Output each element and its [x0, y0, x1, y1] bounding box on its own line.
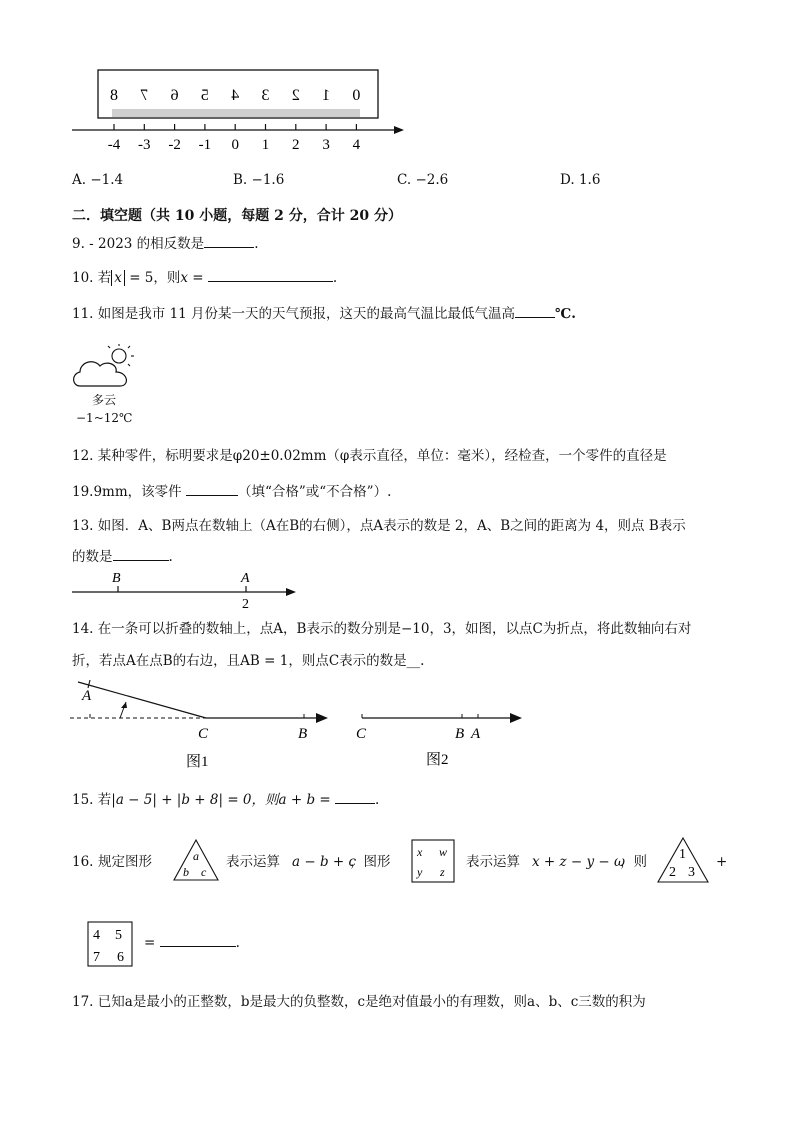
q15-answer-blank[interactable]	[335, 803, 375, 804]
q14-fig1-axis-arrow	[316, 713, 328, 723]
q12-number: 12.	[72, 448, 94, 464]
section-title: 二．填空题（共 10 小题，每题 2 分，合计 20 分）	[72, 208, 402, 224]
q8-option[interactable]	[560, 174, 600, 188]
sq-num-6: 6	[117, 950, 124, 965]
q16-op1: a − b + c	[292, 854, 357, 870]
q16-triangle-numbers	[656, 836, 710, 884]
number-line-label: 0	[231, 137, 239, 153]
q8-option-letter: A.	[72, 172, 91, 188]
sq-letter-x: x	[417, 845, 423, 859]
q14-fig1-tick-a	[88, 680, 90, 688]
q14-figure-2	[352, 700, 532, 770]
ruler-digit: 5	[200, 87, 209, 104]
question-17	[72, 996, 646, 1010]
q9-end: .	[254, 236, 259, 252]
q13-label-a: A	[241, 571, 250, 586]
ruler-shaded-strip	[112, 109, 360, 117]
q11-answer-blank[interactable]	[515, 317, 555, 318]
q10-end: .	[332, 270, 338, 286]
q14-figure-1	[66, 672, 346, 772]
q16-text-5: ，则	[620, 854, 647, 870]
question-12-line2	[72, 486, 391, 500]
weather-label: 多云	[92, 393, 117, 407]
number-line-label: -2	[168, 137, 181, 153]
q13-axis-arrow	[286, 588, 296, 596]
q14-fig2-caption: 图2	[426, 752, 449, 768]
q16-line2	[144, 937, 240, 951]
q8-option-letter: B.	[233, 172, 252, 188]
q14-fig2-label-b: B	[455, 726, 465, 742]
q10-eq: =	[188, 270, 208, 286]
question-9	[72, 238, 258, 252]
number-line-label: -4	[107, 137, 121, 153]
q16-op2: x + z − y − ω	[532, 854, 626, 870]
q14-fig1-label-a: A	[82, 688, 92, 704]
q8-option[interactable]	[233, 174, 284, 188]
question-15	[72, 794, 379, 808]
question-13-line1	[72, 520, 686, 534]
q10-mid: = 5，则	[124, 270, 181, 286]
q13-number: 13.	[72, 518, 94, 534]
q12-line2-post: （填“合格”或“不合格”）.	[237, 484, 392, 500]
q17-text: 已知a是最小的正整数，b是最大的负整数，c是绝对值最小的有理数，则a、b、c三数的积为	[97, 994, 646, 1010]
number-line-label: 4	[352, 137, 361, 153]
q15-ask: a + b =	[278, 792, 335, 808]
q12-answer-blank[interactable]	[186, 495, 238, 496]
q10-answer-blank[interactable]	[208, 281, 333, 282]
q8-option-value: −2.6	[415, 172, 449, 188]
q16-text-1: 规定图形	[98, 854, 152, 870]
q8-option-letter: D.	[560, 172, 579, 188]
q17-number: 17.	[72, 994, 94, 1010]
q13-label-b: B	[112, 571, 121, 586]
q16-answer-blank[interactable]	[160, 946, 236, 947]
q16-triangle-letters	[172, 838, 220, 882]
tri-num-2: 2	[669, 865, 676, 880]
sq-letter-y: y	[417, 865, 423, 879]
ruler-digit: 7	[140, 87, 149, 104]
q13-value-2: 2	[242, 597, 249, 612]
ruler-digit: 0	[352, 87, 361, 104]
tri-letter-a: a	[193, 849, 199, 863]
q14-line2-text: 折，若点A在点B的右边，且AB = 1，则点C表示的数是__.	[72, 653, 425, 669]
q10-pre: 若	[97, 270, 112, 286]
q16-text-4: 表示运算	[466, 854, 520, 870]
q9-answer-blank[interactable]	[204, 247, 254, 248]
q10-number: 10.	[72, 270, 94, 286]
number-line-label: -3	[138, 137, 151, 153]
q14-fig2-axis-arrow	[510, 713, 522, 723]
tri-num-1: 1	[679, 847, 686, 862]
number-line-label: 2	[292, 137, 300, 153]
tri-letter-b: b	[183, 865, 189, 879]
q16-square-letters	[410, 838, 456, 884]
number-line-label: 3	[322, 137, 330, 153]
q9-number: 9.	[72, 236, 85, 252]
ruler-digit: 6	[170, 87, 179, 104]
q10-var: x	[180, 270, 189, 286]
ruler-digit: 1	[322, 87, 331, 104]
number-line-label: -1	[198, 137, 212, 153]
q13-number-line-figure	[66, 568, 306, 612]
q16-text-3: ，图形	[350, 854, 391, 870]
q13-line2-text: 的数是	[72, 549, 113, 565]
number-line-label: 1	[261, 137, 270, 153]
q13-end: .	[168, 549, 173, 565]
q16-plus: +	[716, 854, 728, 870]
number-line-arrow	[394, 126, 404, 134]
question-11	[72, 308, 576, 322]
question-16-number: 16.	[72, 854, 94, 870]
ruler-number-line-figure	[60, 62, 420, 157]
q15-number: 15.	[72, 792, 94, 808]
q16-equals: =	[144, 935, 156, 951]
sq-num-5: 5	[115, 928, 122, 943]
q12-line1-text: 某种零件，标明要求是φ20±0.02mm（φ表示直径，单位：毫米），经检查，一个零件的直径是	[97, 448, 667, 464]
q14-number: 14.	[72, 621, 94, 637]
sq-num-4: 4	[93, 928, 100, 943]
q14-fig1-folded-ray	[78, 682, 206, 718]
q16-text-2: 表示运算	[226, 854, 280, 870]
q8-option-letter: C.	[397, 172, 416, 188]
question-14-line2	[72, 655, 424, 669]
ruler-digit: 3	[261, 87, 270, 104]
q14-fig1-caption: 图1	[186, 754, 209, 770]
q9-text: - 2023 的相反数是	[84, 236, 205, 252]
sq-letter-z: z	[440, 865, 445, 879]
q10-abs-x: x	[111, 270, 125, 286]
tri-num-3: 3	[688, 865, 695, 880]
q13-line1-text: 如图．A、B两点在数轴上（A在B的右侧），点A表示的数是 2，A、B之间的距离为 4，则点 B表示	[97, 518, 686, 534]
ruler-digit: 8	[110, 87, 118, 104]
q11-unit: ℃.	[555, 306, 576, 322]
weather-range: −1~12℃	[76, 411, 133, 425]
tri-letter-c: c	[201, 865, 207, 879]
q14-fig2-label-c: C	[356, 726, 367, 742]
question-13-line2	[72, 551, 173, 565]
sq-num-7: 7	[93, 950, 100, 965]
q13-answer-blank[interactable]	[113, 560, 169, 561]
q11-text: 如图是我市 11 月份某一天的天气预报，这天的最高气温比最低气温高	[97, 306, 516, 322]
question-14-line1	[72, 623, 691, 637]
ruler-digit: 4	[231, 87, 240, 104]
question-12-line1	[72, 450, 667, 464]
q14-fig1-label-c: C	[198, 726, 209, 742]
sq-letter-w: w	[439, 845, 448, 859]
q8-option[interactable]	[397, 174, 448, 188]
q11-number: 11.	[72, 306, 94, 322]
cloud-sun-icon	[70, 342, 142, 392]
ruler-digit: 2	[291, 87, 300, 104]
q16-end: .	[235, 935, 240, 951]
q15-end: .	[375, 792, 380, 808]
q8-option-value: −1.4	[90, 172, 124, 188]
q8-option[interactable]	[72, 174, 123, 188]
q15-expression: |a − 5| + |b + 8| = 0，则	[111, 792, 279, 808]
q8-option-value: 1.6	[578, 172, 601, 188]
q12-line2-pre: 19.9mm，该零件	[72, 484, 182, 500]
q16-square-numbers	[86, 920, 134, 968]
q14-fig1-label-b: B	[298, 726, 308, 742]
question-10	[72, 272, 337, 286]
q8-option-value: −1.6	[251, 172, 285, 188]
q15-pre: 若	[97, 792, 112, 808]
q14-fig1-fold-arrowhead	[121, 702, 127, 708]
q14-fig2-label-a: A	[471, 726, 481, 742]
q14-line1-text: 在一条可以折叠的数轴上，点A，B表示的数分别是−10，3，如图，以点C为折点，将此数轴向右对	[97, 621, 692, 637]
